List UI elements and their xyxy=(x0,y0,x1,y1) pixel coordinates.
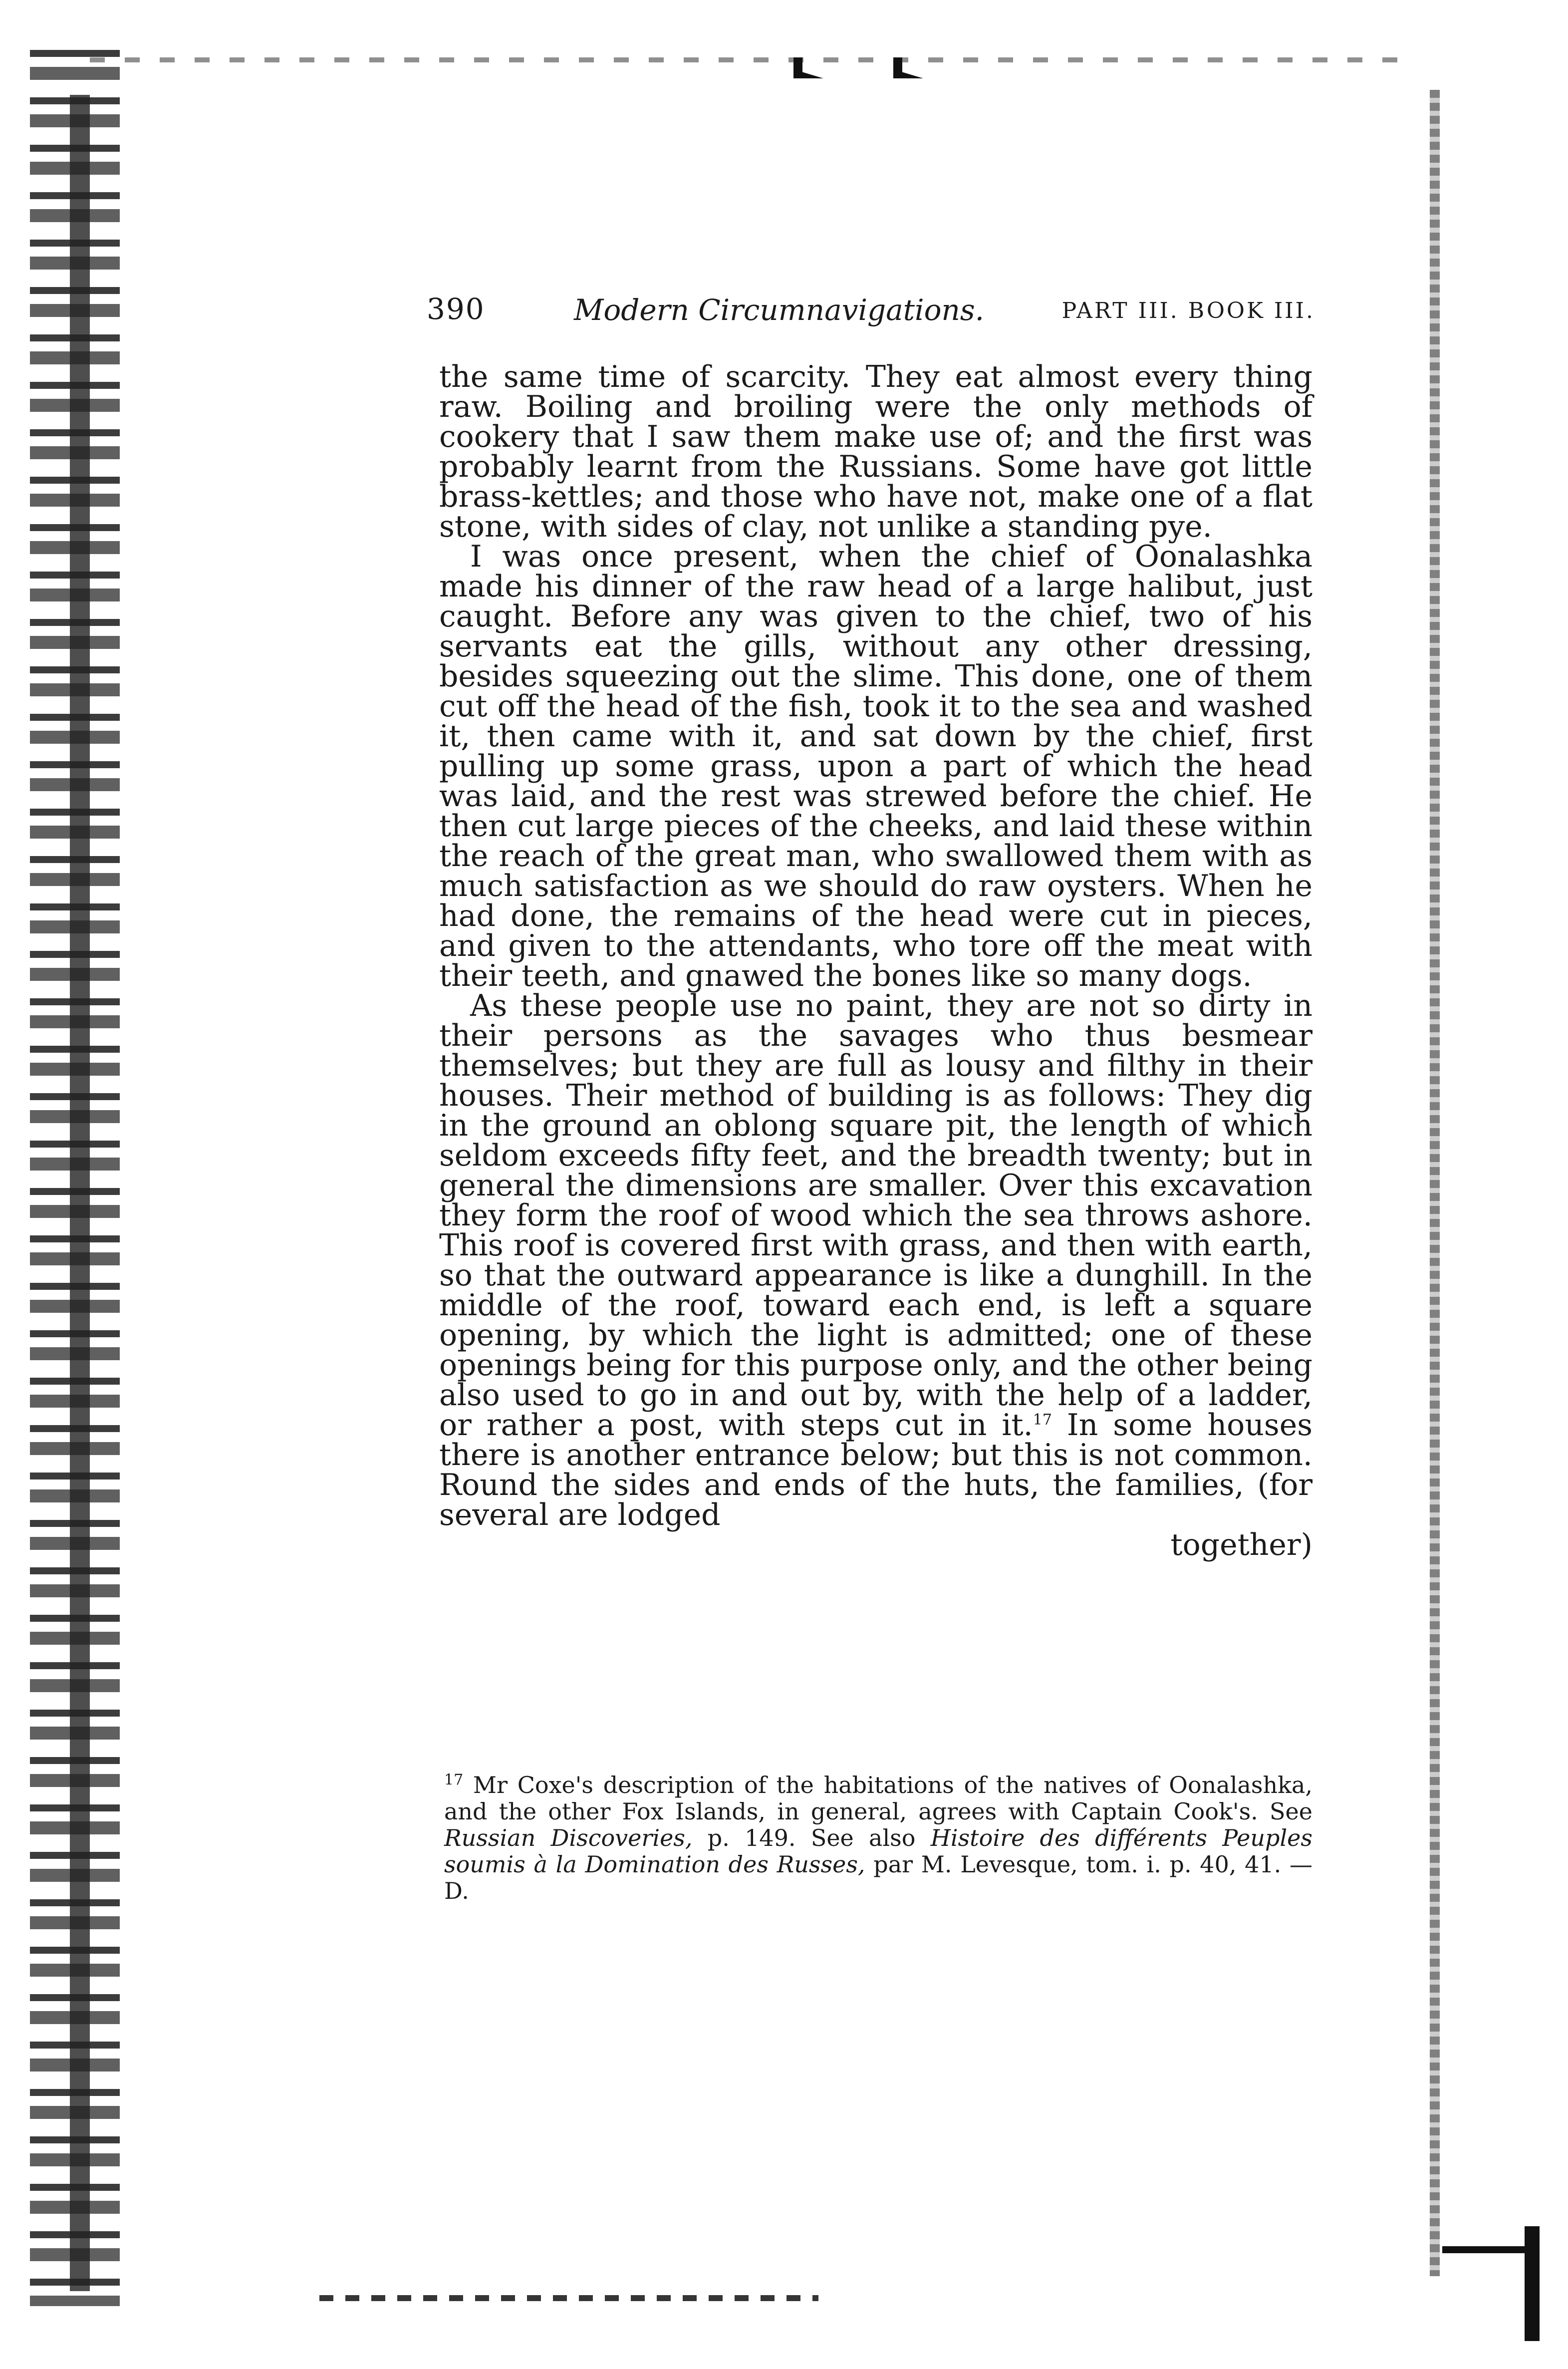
body-text xyxy=(439,359,1313,1562)
paragraph-text: As these people use no paint, they are not so dirty in their persons as the savages who thus besmear themselves; but they are full as lousy and filthy in their houses. Their method of building is as follows: They dig in the ground an oblong square pit, the length of which seldom exceeds fifty feet, and the breadth twenty; but in general the dimensions are smaller. Over this excavation they form the roof of wood which the sea throws ashore. This roof is covered first with grass, and then with earth, so that the outward appearance is like a dunghill. In the middle of the roof, toward each end, is left a square opening, by which the light is admitted; one of these openings being for this purpose only, and the other being also used to go in and out by, with the help of a ladder, or rather a post, with steps cut in it. xyxy=(439,988,1312,1443)
footnote-reference: 17 xyxy=(1033,1411,1052,1429)
scan-edge-top xyxy=(90,57,1412,62)
scan-edge-right-bar xyxy=(1442,2246,1537,2253)
footnote-title: Histoire des différents Peuples soumis à la Domination des Russes, xyxy=(444,1824,1312,1878)
paragraph-text: In some houses there is another entrance below; but this is not common. Round the sides and ends of the huts, the families, (for several are lodged xyxy=(439,1408,1313,1532)
running-title: Modern Circumnavigations. xyxy=(574,293,985,327)
footnote-marker: 17 xyxy=(444,1771,464,1789)
catchword: together) xyxy=(1170,1527,1312,1562)
scan-edge-bottom xyxy=(319,2295,818,2301)
paragraph xyxy=(439,988,1313,1532)
footnote-text: p. 149. See also xyxy=(692,1824,931,1851)
paragraph: the same time of scarcity. They eat almost every thing raw. Boiling and broiling were the only methods of cookery that I saw them make use of; and the first was probably learnt from the Russians. Some have got little brass-kettles; and those who have not, make one of a flat stone, with sides of clay, not unlike a standing pye. xyxy=(439,359,1312,544)
paragraph: I was once present, when the chief of Oonalashka made his dinner of the raw head of a large halibut, just caught. Before any was given to the chief, two of his servants eat the gills, without any other dressing, besides squeezing out the slime. This done, one of them cut off the head of the fish, took it to the sea and washed it, then came with it, and sat down by the chief, first pulling up some grass, upon a part of which the head was laid, and the rest was strewed before the chief. He then cut large pieces of the cheeks, and laid these within the reach of the great man, who swallowed them with as much satisfaction as we should do raw oysters. When he had done, the remains of the head were cut in pieces, and given to the attendants, who tore off the meat with their teeth, and gnawed the bones like so many dogs. xyxy=(439,539,1312,993)
section-label: PART III. BOOK III. xyxy=(1061,298,1315,323)
footnote-title: Russian Discoveries, xyxy=(444,1824,693,1851)
scan-binding-shadow xyxy=(70,95,90,2291)
running-header xyxy=(427,292,1315,332)
footnote-text: par M. Levesque, tom. i. p. 40, 41. —D. xyxy=(444,1851,1312,1904)
footnote xyxy=(444,1772,1312,1904)
scan-edge-right-dark xyxy=(1525,2226,1540,2341)
footnote-text: Mr Coxe's description of the habitations of the natives of Oonalashka, and the other Fox Islands, in general, agrees with Captain Cook's. See xyxy=(444,1772,1313,1825)
page-number: 390 xyxy=(427,292,485,326)
scan-edge-right xyxy=(1430,90,1440,2276)
